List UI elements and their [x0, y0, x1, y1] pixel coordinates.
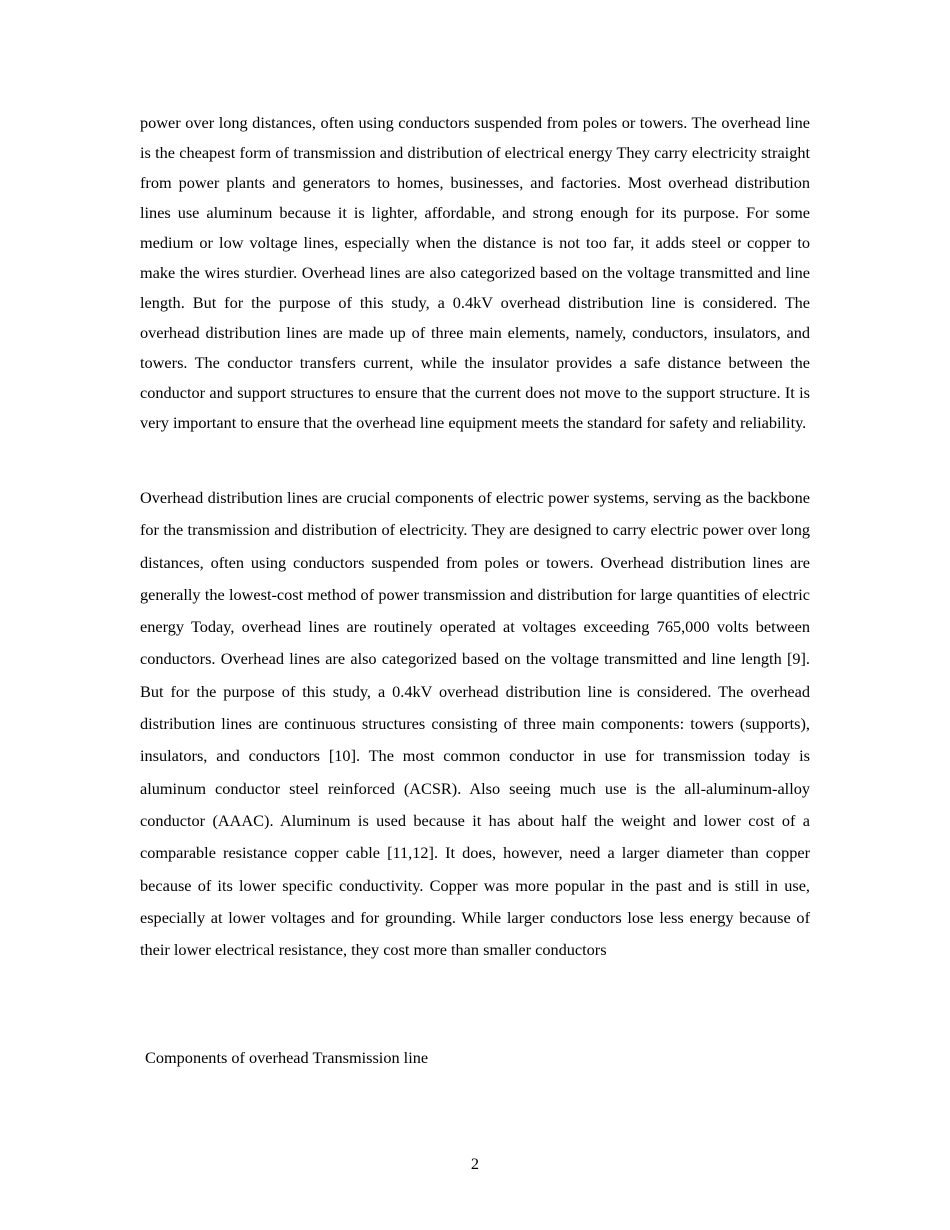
section-caption: Components of overhead Transmission line: [145, 1048, 429, 1067]
body-paragraph-1: power over long distances, often using conductors suspended from poles or towers. The overhead line is the cheapest form of transmission and distribution of electrical energy They carry electricity straight from power plants and generators to homes, businesses, and factories. Most overhead distribution lines use aluminum because it is lighter, affordable, and strong enough for its purpose. For some medium or low voltage lines, especially when the distance is not too far, it adds steel or copper to make the wires sturdier. Overhead lines are also categorized based on the voltage transmitted and line length. But for the purpose of this study, a 0.4kV overhead distribution line is considered. The overhead distribution lines are made up of three main elements, namely, conductors, insulators, and towers. The conductor transfers current, while the insulator provides a safe distance between the conductor and support structures to ensure that the current does not move to the support structure. It is very important to ensure that the overhead line equipment meets the standard for safety and reliability.: [140, 113, 810, 432]
body-paragraph-2: Overhead distribution lines are crucial components of electric power systems, serving as the backbone for the transmission and distribution of electricity. They are designed to carry electric power over long distances, often using conductors suspended from poles or towers. Overhead distribution lines are generally the lowest-cost method of power transmission and distribution for large quantities of electric energy Today, overhead lines are routinely operated at voltages exceeding 765,000 volts between conductors. Overhead lines are also categorized based on the voltage transmitted and line length [9]. But for the purpose of this study, a 0.4kV overhead distribution line is considered. The overhead distribution lines are continuous structures consisting of three main components: towers (supports), insulators, and conductors [10]. The most common conductor in use for transmission today is aluminum conductor steel reinforced (ACSR). Also seeing much use is the all-aluminum-alloy conductor (AAAC). Aluminum is used because it has about half the weight and lower cost of a comparable resistance copper cable [11,12]. It does, however, need a larger diameter than copper because of its lower specific conductivity. Copper was more popular in the past and is still in use, especially at lower voltages and for grounding. While larger conductors lose less energy because of their lower electrical resistance, they cost more than smaller conductors: [140, 488, 810, 960]
page-number: 2: [470, 1154, 480, 1173]
